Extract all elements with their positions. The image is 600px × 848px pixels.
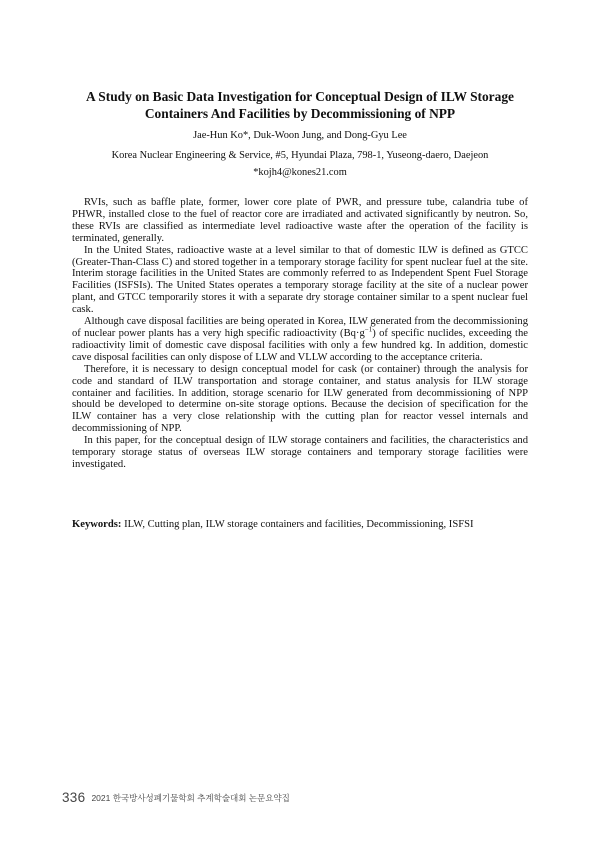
title-line-2: Containers And Facilities by Decommissioning of NPP xyxy=(144,105,456,121)
superscript-exponent: −1 xyxy=(364,325,373,334)
page-number: 336 xyxy=(62,790,86,805)
paragraph-2: In the United States, radioactive waste at a level similar to that of domestic ILW is defined as GTCC (Greater-Than-Class C) and stored together in a temporary storage facility for spent nuclear fuel at the site. Interim storage facilities in the United States are commonly referred to as Independent Spent Fuel Storage Facilities (ISFSIs). The United States operates a temporary storage facility at the site of a nuclear power plant, and GTCC temporarily stores it with a separate dry storage container similar to a spent nuclear fuel cask. xyxy=(72,244,528,316)
paper-title xyxy=(60,89,540,122)
keywords xyxy=(72,519,528,531)
authors: Jae-Hun Ko*, Duk-Woon Jung, and Dong-Gyu Lee xyxy=(193,130,407,141)
footer-text: 2021 한국방사성폐기물학회 추계학술대회 논문요약집 xyxy=(91,793,290,803)
paragraph-1: RVIs, such as baffle plate, former, lower core plate of PWR, and pressure tube, calandria tube of PHWR, installed close to the fuel of reactor core are irradiated and activated significantly by neutron. So, these RVIs are classified as intermediate level radioactive waste after the operation of the facility is terminated, generally. xyxy=(72,197,528,244)
page-footer xyxy=(62,789,290,807)
paragraph-3-part-1: Although cave disposal facilities are being operated in Korea, ILW generated from the decommissioning of nuclear power plants has a very high specific radioactivity (Bq·g xyxy=(72,316,528,339)
paragraph-3-part-2: ) of specific nuclides, exceeding the radioactivity limit of domestic cave disposal facilities with only a few hundred kg. In addition, domestic cave disposal facilities can only dispose of LLW and VLLW according to the acceptance criteria. xyxy=(72,327,528,363)
paragraph-5: In this paper, for the conceptual design of ILW storage containers and facilities, the characteristics and temporary storage status of overseas ILW storage containers and temporary storage facilities were investigated. xyxy=(72,435,528,470)
email: *kojh4@kones21.com xyxy=(253,167,347,178)
keywords-list: ILW, Cutting plan, ILW storage containers and facilities, Decommissioning, ISFSI xyxy=(121,519,474,530)
title-line-1: A Study on Basic Data Investigation for Conceptual Design of ILW Storage xyxy=(86,89,514,104)
paragraph-3 xyxy=(72,316,528,364)
keywords-label: Keywords: xyxy=(72,519,122,530)
paragraph-4: Therefore, it is necessary to design conceptual model for cask (or container) through the analysis for code and standard of ILW transportation and storage container, and status analysis for ILW storage container and facilities. In addition, storage scenario for ILW generated from decommissioning of NPP should be developed to determine on-site storage options. Because the decision of specification for the ILW container has a very close relationship with the cutting plan for reactor vessel internals and decommissioning of NPP. xyxy=(72,363,528,435)
abstract-body xyxy=(72,197,528,471)
affiliation: Korea Nuclear Engineering & Service, #5, Hyundai Plaza, 798-1, Yuseong-daero, Daejeon xyxy=(111,150,489,161)
